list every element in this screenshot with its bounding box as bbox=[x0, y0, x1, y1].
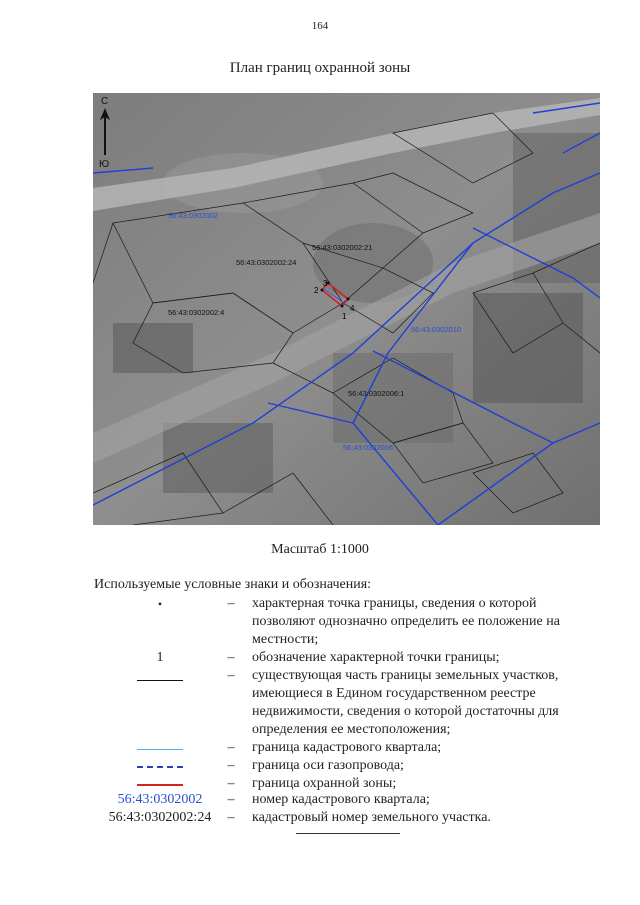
legend-text: обозначение характерной точки границы; bbox=[252, 650, 500, 665]
legend-text: граница оси газопровода; bbox=[252, 758, 404, 773]
point-label-2: 2 bbox=[314, 286, 319, 295]
parcel-label-4: 56:43:0302002:4 bbox=[168, 308, 225, 317]
legend-dash: – bbox=[227, 668, 235, 683]
quarter-label-0302002: 56:43:0302002 bbox=[168, 211, 219, 220]
building-block bbox=[163, 423, 273, 493]
building-block bbox=[333, 353, 453, 443]
quarter-label-0302006: 56:43:0302006 bbox=[343, 443, 394, 452]
map-scale: Масштаб 1:1000 bbox=[271, 542, 369, 557]
map-image bbox=[93, 93, 600, 525]
legend-gas-line-symbol bbox=[100, 757, 220, 775]
legend-number-symbol: 1 bbox=[156, 650, 164, 665]
legend-dash: – bbox=[227, 758, 235, 773]
north-label: С bbox=[101, 96, 109, 107]
point-label-1: 1 bbox=[342, 312, 347, 321]
legend-parcel-line-symbol bbox=[100, 667, 220, 685]
parcel-label-24: 56:43:0302002:24 bbox=[236, 258, 297, 267]
legend-dash: – bbox=[227, 776, 235, 791]
legend-title: Используемые условные знаки и обозначения: bbox=[94, 577, 372, 592]
legend-dash: – bbox=[227, 810, 235, 825]
legend-quarter-number-symbol: 56:43:0302002 bbox=[117, 792, 203, 807]
legend-dash: – bbox=[227, 740, 235, 755]
building-block bbox=[113, 323, 193, 373]
legend-dash: – bbox=[227, 596, 235, 611]
legend-point-symbol: • bbox=[157, 597, 163, 611]
legend-dash: – bbox=[227, 650, 235, 665]
north-arrow-icon bbox=[100, 108, 110, 156]
parcel-label-21: 56:43:0302002:21 bbox=[312, 243, 373, 252]
page-number: 164 bbox=[311, 20, 329, 32]
end-divider bbox=[296, 833, 400, 834]
legend-text: граница кадастрового квартала; bbox=[252, 740, 442, 755]
legend-dash: – bbox=[227, 792, 235, 807]
legend-text: граница охранной зоны; bbox=[252, 776, 397, 791]
south-label: Ю bbox=[99, 159, 110, 170]
quarter-label-0302010: 56:43:0302010 bbox=[411, 325, 462, 334]
page-title: План границ охранной зоны bbox=[229, 60, 411, 76]
point-label-4: 4 bbox=[350, 304, 355, 313]
legend-quarter-line-symbol bbox=[100, 739, 220, 757]
map-canvas bbox=[93, 93, 600, 525]
legend-parcel-number-symbol: 56:43:0302002:24 bbox=[108, 810, 212, 825]
legend-text: номер кадастрового квартала; bbox=[252, 792, 430, 807]
compass bbox=[98, 96, 116, 170]
building-block bbox=[473, 293, 583, 403]
point-label-3: 3 bbox=[323, 279, 328, 288]
legend-text: существующая часть границы земельных участков, имеющиеся в Едином государственном реестре недвижимости, сведения о которой достаточны для определения ее местоположения; bbox=[252, 668, 559, 737]
legend-text: характерная точка границы, сведения о которой позволяют однозначно определить ее положение на местности; bbox=[252, 596, 560, 647]
legend-text: кадастровый номер земельного участка. bbox=[252, 810, 491, 825]
parcel-label-0302006-1: 56:43:0302006:1 bbox=[348, 389, 405, 398]
